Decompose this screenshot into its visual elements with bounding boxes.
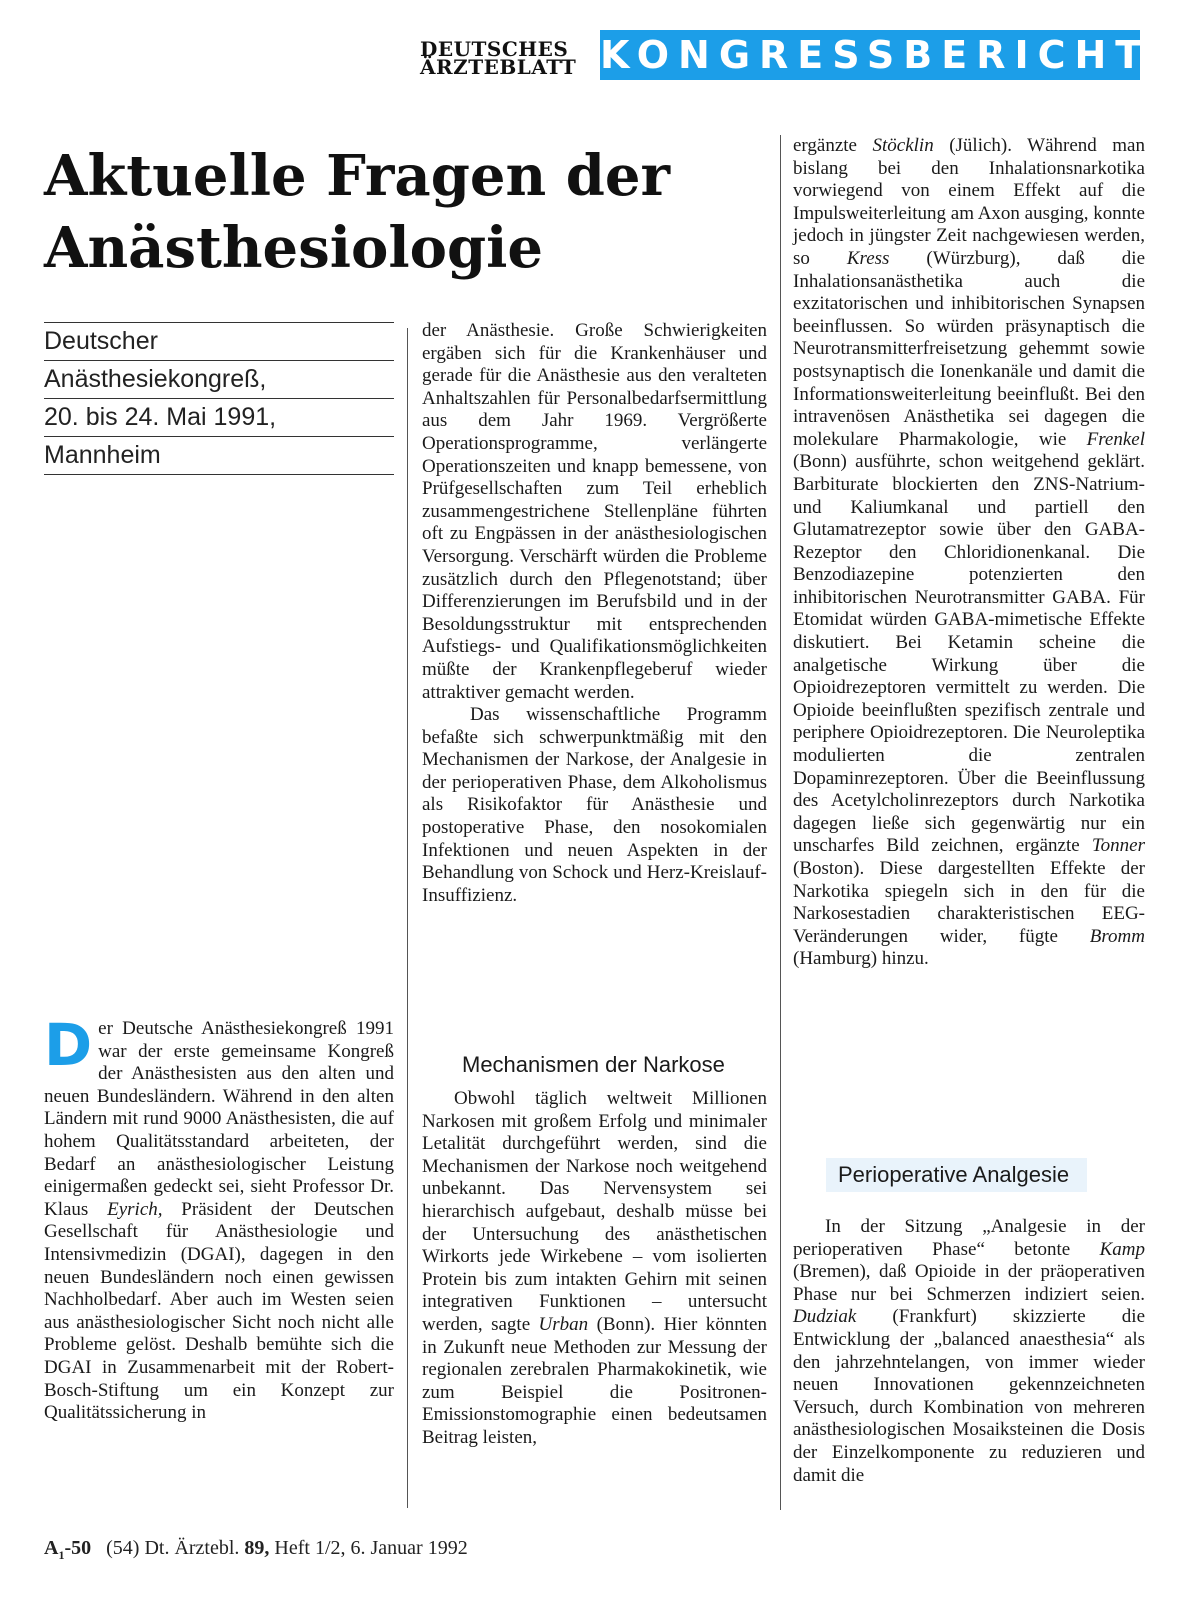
paragraph: Das wissenschaftliche Programm befaßte sich schwerpunktmäßig mit den Mechanismen der Narkose, der Analgesie in der perioperativen Phase, dem Alkoholismus als Risikofaktor für Anästhesie und postoperative Phase, den nosokomialen Infektionen und neuen Aspekten in der Behandlung von Schock und Herz-Kreislauf-Insuffizienz. (422, 704, 767, 906)
page-footer (44, 1537, 468, 1563)
paragraph: In der Sitzung „Analgesie in der perioperativen Phase“ betonte Kamp (Bremen), daß Opioide in der präoperativen Phase nur bei Schmerzen indiziert seien. Dudziak (Frankfurt) skizzierte die Entwicklung der „balanced anaesthesia“ als den jahrzehntelangen, von immer wieder neuen Innovationen gekennzeichneten Versuch, durch Kombination von mehreren anästhesiologischen Mosaiksteinen die Dosis der Einzelkomponente zu reduzieren und damit die (793, 1216, 1146, 1486)
section-heading-mechanismen: Mechanismen der Narkose (462, 1052, 725, 1077)
page-code: $A_1-50$ (44, 1537, 92, 1562)
masthead-logo (420, 37, 588, 79)
title-line2: Anästhesiologie (44, 215, 544, 281)
subtitle-line: Anästhesiekongreß, (44, 361, 394, 399)
issue-date: Heft 1/2, 6. Januar 1992 (274, 1537, 468, 1559)
subtitle-line: Deutscher (44, 322, 394, 361)
volume-number: 89, (244, 1537, 270, 1559)
article-title (44, 140, 744, 284)
person-name: Kress (846, 247, 890, 269)
section-banner: KONGRESSBERICHT (600, 30, 1140, 80)
article-subtitle (44, 322, 394, 475)
masthead-line1: DEUTSCHES (420, 37, 569, 61)
column-2-continued (422, 1088, 767, 1450)
person-name: Stöcklin (872, 135, 934, 156)
subtitle-line: Mannheim (44, 437, 394, 475)
column-divider (407, 328, 408, 1508)
person-name: Kamp (1099, 1238, 1145, 1260)
column-1 (44, 1011, 395, 1425)
column-3-continued (793, 1216, 1145, 1487)
column-divider (780, 135, 781, 1510)
person-name: Bromm (1089, 925, 1146, 947)
drop-cap: D (44, 1011, 93, 1079)
section-heading-perioperative: Perioperative Analgesie (826, 1158, 1087, 1192)
column-2 (422, 320, 767, 907)
masthead-line2: ÄRZTEBLATT (420, 55, 577, 79)
person-name: Frenkel (1086, 428, 1145, 450)
issue-info: (54) Dt. Ärztebl. (106, 1537, 240, 1559)
column-3 (793, 135, 1145, 971)
person-name: Dudziak (793, 1306, 857, 1328)
subtitle-line: 20. bis 24. Mai 1991, (44, 399, 394, 437)
paragraph: Obwohl täglich weltweit Millionen Narkosen mit großem Erfolg und minimaler Letalität durchgeführt werden, sind die Mechanismen der Narkose noch weitgehend unbekannt. Das Nervensystem sei hierarchisch aufgebaut, deshalb müsse bei der Untersuchung des anästhetischen Wirkorts jede Wirkebene – vom isolierten Protein bis zum intakten Gehirn mit seinen integrativen Funktionen – untersucht werden, sagte Urban (Bonn). Hier könnten in Zukunft neue Methoden zur Messung der regionalen zerebralen Pharmakokinetik, wie zum Beispiel die Positronen-Emissionstomographie einen bedeutsamen Beitrag leisten, (422, 1088, 767, 1448)
paragraph: der Anästhesie. Große Schwierigkeiten ergäben sich für die Krankenhäuser und gerade für die Anästhesie aus den veralteten Anhaltszahlen für Personalbedarfsermittlung aus dem Jahr 1969. Vergrößerte Operationsprogramme, verlängerte Operationszeiten und knapp bemessene, von Prüfgesellschaften zum Teil erheblich zusammengestrichene Stellenpläne führten oft zu Engpässen in der anästhesiologischen Versorgung. Verschärft würden die Probleme zusätzlich durch den Pflegenotstand; über Differenzierungen im Berufsbild und in der Besoldungsstruktur mit entsprechenden Aufstiegs- und Qualifikationsmöglichkeiten müßte der Krankenpflegeberuf wieder attraktiver gemacht werden. (422, 320, 767, 703)
person-name: Urban (538, 1313, 589, 1335)
person-name: Eyrich, (107, 1198, 163, 1220)
person-name: Tonner (1091, 835, 1145, 857)
paragraph: ergänzte Stöcklin (Jülich). Während man bislang bei den Inhalationsnarkotika vorwiegend von einem Effekt auf die Impulsweiterleitung am Axon ausging, konnte jedoch in jüngster Zeit nachgewiesen werden, so Kress (Würzburg), daß die Inhalationsanästhetika auch die exzitatorischen und inhibitorischen Synapsen beeinflussen. So würden präsynaptisch die Neurotransmitterfreisetzung gehemmt sowie postsynaptisch die Ionenkanäle und damit die Informationsweiterleitung beeinflußt. Bei den intravenösen Anästhetika sei dagegen die molekulare Pharmakologie, wie Frenkel (Bonn) ausführte, schon weitgehend geklärt. Barbiturate blockierten den ZNS-Natrium- und Kaliumkanal und partiell den Glutamatrezeptor sowie über den GABA-Rezeptor den Chloridionenkanal. Die Benzodiazepine potenzierten den inhibitorischen Neurotransmitter GABA. Für Etomidat würden GABA-mimetische Effekte diskutiert. Bei Ketamin scheine die analgetische Wirkung über die Opioidrezeptoren vermittelt zu werden. Die Opioide beeinflußten spezifisch zentrale und periphere Opioidrezeptoren. Die Neuroleptika modulierten die zentralen Dopaminrezeptoren. Über die Beeinflussung des Acetylcholinrezeptors durch Narkotika dagegen ließe sich gegenwärtig nur ein unscharfes Bild zeichnen, ergänzte Tonner (Boston). Diese dargestellten Effekte der Narkotika spiegeln sich in den für die Narkosestadien charakteristischen EEG-Veränderungen wider, fügte Bromm (Hamburg) hinzu. (793, 135, 1146, 970)
title-line1: Aktuelle Fragen der (44, 143, 670, 209)
intro-paragraph: Der Deutsche Anästhesiekongreß 1991 war der erste gemeinsame Kongreß der Anästhesisten aus den alten und neuen Bundesländern. Während in den alten Ländern mit rund 9000 Anästhesisten, die auf hohem Qualitätsstandard arbeiteten, der Bedarf an anästhesiologischer Leistung einigermaßen gedeckt sei, sieht Professor Dr. Klaus Eyrich, Präsident der Deutschen Gesellschaft für Anästhesiologie und Intensivmedizin (DGAI), dagegen in den neuen Bundesländern noch einen gewissen Nachholbedarf. Aber auch im Westen seien aus anästhesiologischer Sicht noch nicht alle Probleme gelöst. Deshalb bemühte sich die DGAI in Zusammenarbeit mit der Robert-Bosch-Stiftung um ein Konzept zur Qualitätssicherung in (44, 1011, 395, 1424)
